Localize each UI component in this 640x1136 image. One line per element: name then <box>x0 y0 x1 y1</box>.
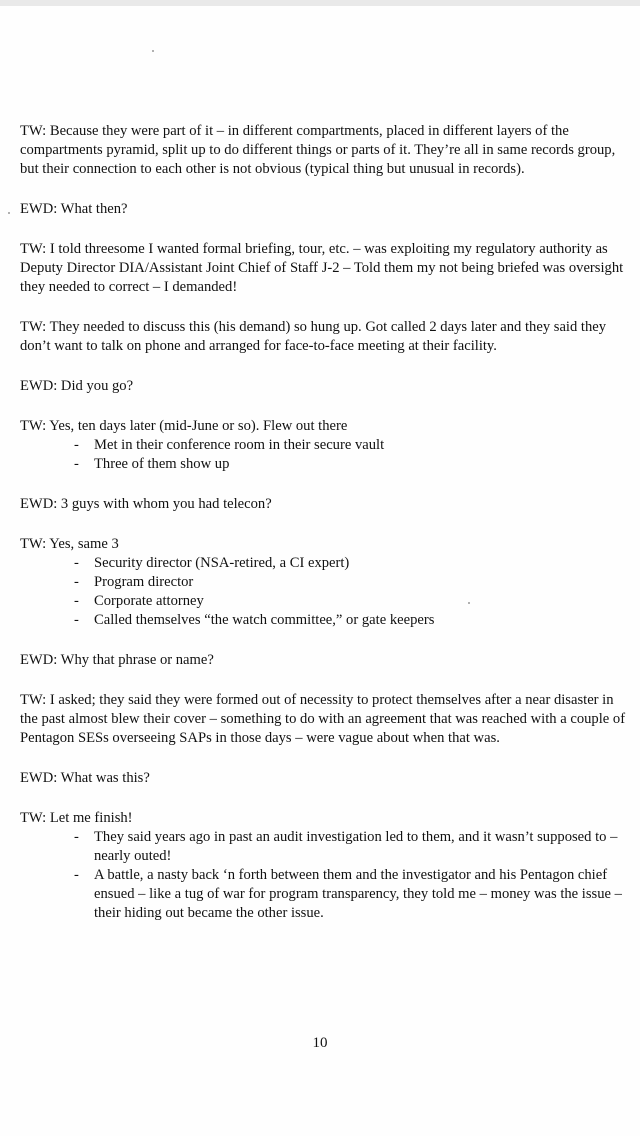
transcript-body <box>20 122 630 944</box>
paragraph-text: EWD: What was this? <box>20 770 150 786</box>
bullet-item: - Met in their conference room in their secure vault <box>74 436 630 455</box>
paragraph-text: EWD: Why that phrase or name? <box>20 652 214 668</box>
bullet-list <box>20 436 630 474</box>
scan-speck <box>8 212 10 214</box>
transcript-paragraph <box>20 809 630 923</box>
paragraph-text: TW: I asked; they said they were formed out of necessity to protect themselves after a near disaster in the past almost blew their cover – something to do with an agreement that was reached with a couple of Pentagon SESs overseeing SAPs in those days – were vague about when that was. <box>20 692 626 746</box>
transcript-paragraph <box>20 200 630 219</box>
bullet-item: - Program director <box>74 573 630 592</box>
bullet-list <box>20 828 630 923</box>
paragraph-text: TW: Yes, ten days later (mid-June or so). Flew out there <box>20 418 348 434</box>
bullet-list <box>20 554 630 630</box>
transcript-paragraph <box>20 535 630 630</box>
transcript-paragraph <box>20 651 630 670</box>
paragraph-text: TW: I told threesome I wanted formal briefing, tour, etc. – was exploiting my regulatory authority as Deputy Director DIA/Assistant Joint Chief of Staff J-2 – Told them my not being briefed was oversight they needed to correct – I demanded! <box>20 241 624 295</box>
bullet-item: - A battle, a nasty back ‘n forth between them and the investigator and his Pentagon chief ensued – like a tug of war for program transparency, they told me – money was the issue – their hiding out became the other issue. <box>74 866 630 923</box>
bullet-item: - Security director (NSA-retired, a CI expert) <box>74 554 630 573</box>
transcript-paragraph <box>20 691 630 748</box>
transcript-paragraph <box>20 495 630 514</box>
paragraph-text: EWD: What then? <box>20 201 128 217</box>
transcript-paragraph <box>20 122 630 179</box>
page-number: 10 <box>312 1035 328 1051</box>
document-page <box>0 6 640 1136</box>
bullet-item: - They said years ago in past an audit investigation led to them, and it wasn’t supposed to – nearly outed! <box>74 828 630 866</box>
transcript-paragraph <box>20 318 630 356</box>
transcript-paragraph <box>20 377 630 396</box>
paragraph-text: TW: Yes, same 3 <box>20 536 119 552</box>
transcript-paragraph <box>20 417 630 474</box>
paragraph-text: EWD: Did you go? <box>20 378 134 394</box>
paragraph-text: TW: They needed to discuss this (his demand) so hung up. Got called 2 days later and they said they don’t want to talk on phone and arranged for face-to-face meeting at their facility. <box>20 319 607 354</box>
paragraph-text: EWD: 3 guys with whom you had telecon? <box>20 496 272 512</box>
bullet-item: - Three of them show up <box>74 455 630 474</box>
paragraph-text: TW: Because they were part of it – in different compartments, placed in different layers of the compartments pyramid, split up to do different things or parts of it. They’re all in same records group, but their connection to each other is not obvious (typical thing but unusual in records). <box>20 123 616 177</box>
bullet-item: - Called themselves “the watch committee,” or gate keepers <box>74 611 630 630</box>
transcript-paragraph <box>20 240 630 297</box>
bullet-item: - Corporate attorney <box>74 592 630 611</box>
paragraph-text: TW: Let me finish! <box>20 810 133 826</box>
transcript-paragraph <box>20 769 630 788</box>
scan-speck <box>152 50 154 52</box>
